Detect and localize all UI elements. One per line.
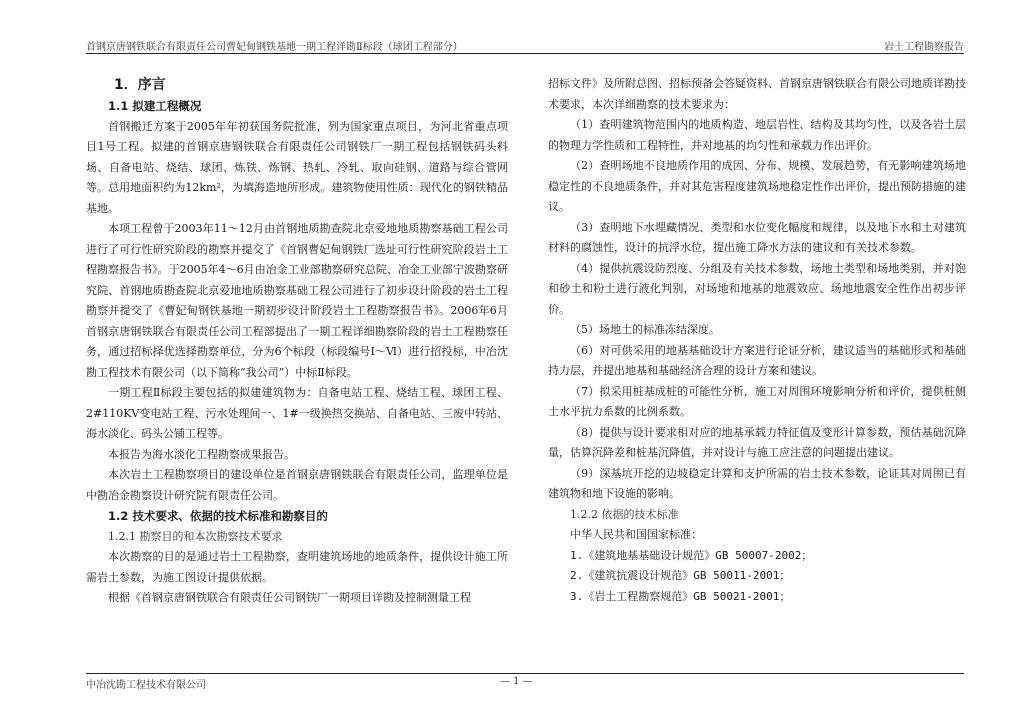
left-column [86, 74, 508, 609]
standard-item-2: 2.《建筑抗震设计规范》GB 50011-2001； [570, 569, 791, 582]
requirement-item-2: （2）查明场地不良地质作用的成因、分布、规模、发展趋势，有无影响建筑场地稳定性的不良地质条件，并对其危害程度建筑场地稳定性作出评价，提出预防措施的建议。 [548, 159, 966, 213]
footer-company: 中冶沈勘工程技术有限公司 [86, 680, 206, 691]
paragraph-purpose: 本次勘察的目的是通过岩土工程勘察，查明建筑场地的地质条件，提供设计施工所需岩土参数，为施工图设计提供依据。 [86, 550, 508, 584]
subsubsection-heading-purpose: 1.2.1 勘察目的和本次勘察技术要求 [108, 529, 283, 543]
paragraph-basis-start: 根据《首钢京唐钢铁联合有限责任公司钢铁厂一期项目详勘及控制测量工程 [108, 591, 471, 604]
paragraph-history: 本项工程曾于2003年11～12月由首钢地质勘查院北京爱地地质勘察基础工程公司进行了可行性研究阶段的勘察并提交了《首钢曹妃甸钢铁厂选址可行性研究阶段岩土工程勘察报告书》。于2005年4～6月由冶金工业部勘察研究总院、冶金工业部宁波勘察研究院、首钢地质勘查院北京爱地地质勘察基础工程公司进行了初步设计阶段的岩土工程勘察并提交了《曹妃甸钢铁基地一期初步设计阶段岩土工程勘察报告书》。2006年6月首钢京唐钢铁联合有限责任公司工程部提出了一期工程详细勘察阶段的岩土工程勘察任务，通过招标择优选择勘察单位，分为6个标段（标段编号Ⅰ～Ⅵ）进行招投标，中冶沈勘工程技术有限公司（以下简称“我公司”）中标Ⅱ标段。 [86, 222, 508, 379]
right-column [548, 74, 966, 607]
standard-item-3: 3.《岩土工程勘察规范》GB 50021-2001； [570, 589, 791, 603]
paragraph-client: 本次岩土工程勘察项目的建设单位是首钢京唐钢铁联合有限责任公司，监理单位是中勘冶金勘察设计研究院有限责任公司。 [86, 468, 508, 502]
footer-rule [86, 673, 964, 674]
subsection-heading-requirements: 1.2 技术要求、依据的技术标准和勘察目的 [108, 509, 328, 523]
paragraph-project-intro: 首钢搬迁方案于2005年年初获国务院批准，列为国家重点项目，为河北省重点项目1号工程。拟建的首钢京唐钢铁联合有限责任公司钢铁厂一期工程包括钢铁码头料场、自备电站、烧结、球团、炼铁、炼钢、热轧、冷轧、取向硅钢、道路与综合管网等。总用地面积约为12km²，为填海造地所形成。建筑物使用性质：现代化的钢铁精品基地。 [86, 119, 508, 215]
subsection-heading-overview: 1.1 拟建工程概况 [108, 99, 202, 113]
header-project-title: 首钢京唐钢铁联合有限责任公司曹妃甸钢铁基地一期工程详勘Ⅱ标段（球团工程部分） [86, 42, 463, 53]
requirement-item-5: （5）场地土的标准冻结深度。 [570, 323, 720, 336]
header-rule [86, 53, 964, 54]
requirement-item-4: （4）提供抗震设防烈度、分组及有关技术参数，场地土类型和场地类别，并对饱和砂土和粉土进行液化判别，对场地和地基的地震效应、场地地震安全性作出初步评价。 [548, 261, 966, 316]
standard-item-1: 1.《建筑地基基础设计规范》GB 50007-2002； [570, 548, 813, 562]
paragraph-scope: 一期工程Ⅱ标段主要包括的拟建建筑物为：自备电站工程、烧结工程、球团工程、2#110KV变电站工程、污水处理间一、1#一级换热交换站、自备电站、三废中转站、海水淡化、码头公铺工程等。 [86, 386, 508, 440]
requirement-item-6: （6）对可供采用的地基基础设计方案进行论证分析，建议适当的基础形式和基础持力层，并提出地基和基础经济合理的设计方案和建议。 [548, 343, 966, 377]
section-heading-preface: 1．序言 [114, 77, 166, 93]
subsubsection-heading-standards: 1.2.2 依据的技术标准 [570, 507, 679, 521]
paragraph-report-subject: 本报告为海水淡化工程勘察成果报告。 [108, 447, 295, 461]
requirement-item-9: （9）深基坑开挖的边坡稳定计算和支护所需的岩土技术参数，论证其对周围已有建筑物和地下设施的影响。 [548, 466, 966, 500]
requirement-item-7: （7）拟采用桩基成桩的可能性分析，施工对周围环境影响分析和评价，提供桩侧土水平抗力系数的比例系数。 [548, 384, 966, 418]
requirement-item-1: （1）查明建筑物范围内的地质构造、地层岩性、结构及其均匀性，以及各岩土层的物理力学性质和工程特性，并对地基的均匀性和承载力作出评价。 [548, 118, 966, 152]
requirement-item-3: （3）查明地下水埋藏情况、类型和水位变化幅度和规律，以及地下水和土对建筑材料的腐蚀性，设计的抗浮水位，提出施工降水方法的建议和有关技术参数。 [548, 220, 966, 254]
header-report-title: 岩土工程勘察报告 [884, 42, 964, 53]
paragraph-basis-continued: 招标文件》及所附总图、招标预备会答疑资料、首钢京唐钢铁联合有限公司地质详勘技术要求，本次详细勘察的技术要求为： [548, 77, 966, 111]
requirement-item-8: （8）提供与设计要求相对应的地基承载力特征值及变形计算参数，预估基础沉降量，估算沉降差和桩基沉降值，并对设计与施工应注意的问题提出建议。 [548, 425, 966, 459]
national-standards-label: 中华人民共和国国家标准： [570, 528, 702, 541]
page-number: — 1 — [500, 676, 533, 687]
